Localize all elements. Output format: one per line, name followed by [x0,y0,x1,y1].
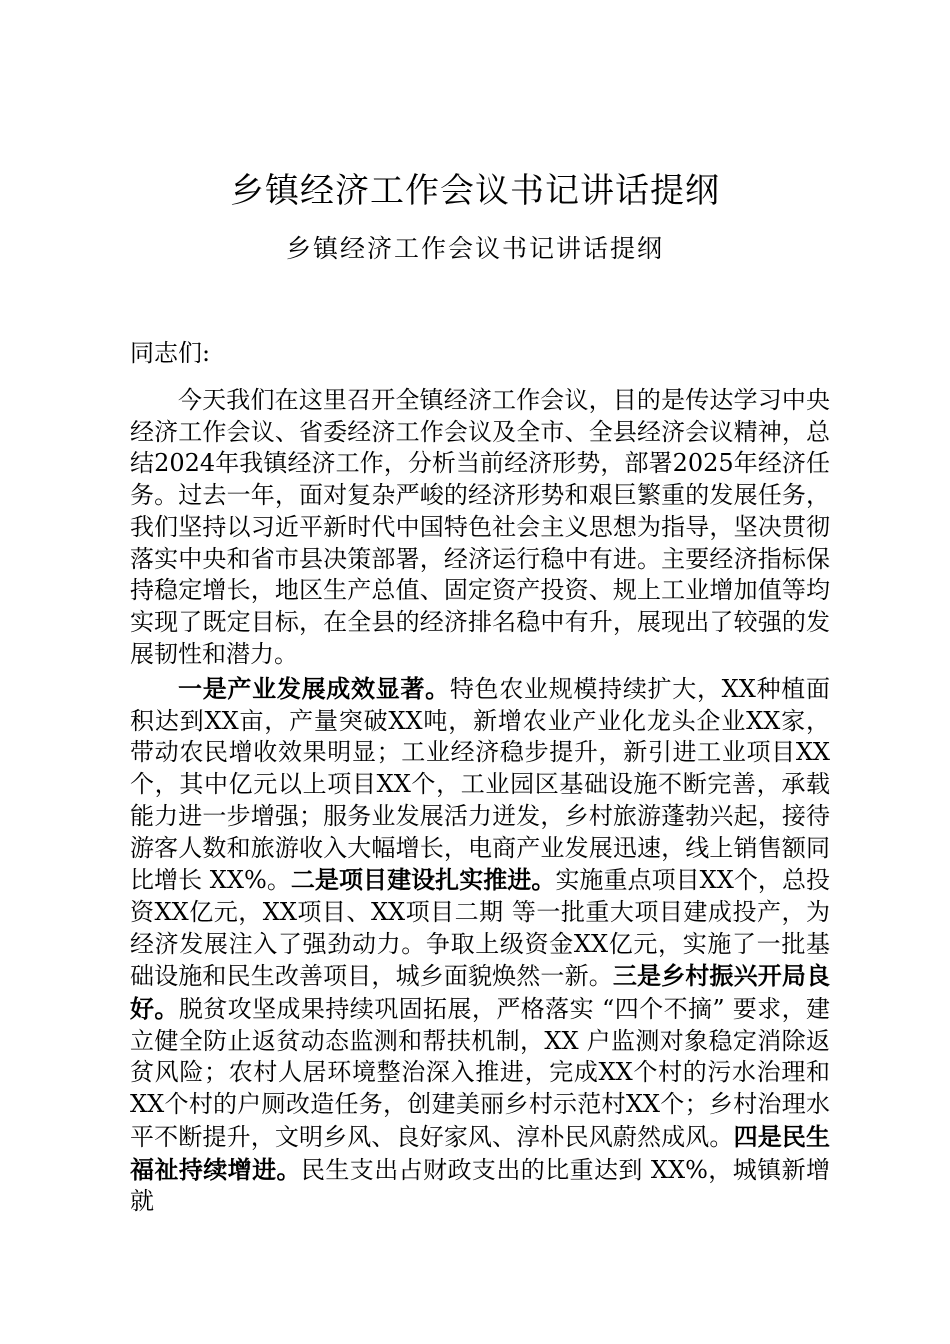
heading-projects: 二是项目建设扎实推进。 [290,865,556,895]
salutation: 同志们: [130,339,211,367]
heading-livelihood: 四是民生福祉持续增进。 [130,1121,831,1184]
paragraph-achievements [130,673,830,1218]
heading-rural: 三是乡村振兴开局良好。 [130,961,831,1024]
document-subtitle: 乡镇经济工作会议书记讲话提纲 [285,234,664,263]
text-rural: 脱贫攻坚成果持续巩固拓展，严格落实 “四个不摘” 要求，建立健全防止返贫动态监测和帮扶机制，XX 户监测对象稳定消除返贫风险；农村人居环境整治深入推进，完成XX个村的污水治理和XX个村的户厕改造任务，创建美丽乡村示范村XX个；乡村治理水平不断提升，文明乡风、良好家风、淳朴民风蔚然成风。 [130,995,831,1151]
text-projects: 实施重点项目XX个，总投资XX亿元，XX项目、XX项目二期 等一批重大项目建成投产，为经济发展注入了强劲动力。争取上级资金XX亿元，实施了一批基础设施和民生改善项目，城乡面貌焕然一新。 [130,866,831,991]
document-title: 乡镇经济工作会议书记讲话提纲 [230,171,720,211]
heading-industry: 一是产业发展成效显著。 [178,674,450,703]
paragraph-intro: 今天我们在这里召开全镇经济工作会议，目的是传达学习中央经济工作会议、省委经济工作会议及全市、全县经济会议精神，总结2024年我镇经济工作，分析当前经济形势，部署2025年经济任务。过去一年，面对复杂严峻的经济形势和艰巨繁重的发展任务，我们坚持以习近平新时代中国特色社会主义思想为指导，坚决贯彻落实中央和省市县决策部署，经济运行稳中有进。主要经济指标保持稳定增长，地区生产总值、固定资产投资、规上工业增加值等均实现了既定目标，在全县的经济排名稳中有升，展现出了较强的发展韧性和潜力。 [130,386,830,668]
text-industry: 特色农业规模持续扩大，XX种植面积达到XX亩，产量突破XX吨，新增农业产业化龙头企业XX家，带动农民增收效果明显；工业经济稳步提升，新引进工业项目XX个，其中亿元以上项目XX个，工业园区基础设施不断完善，承载能力进一步增强；服务业发展活力迸发，乡村旅游蓬勃兴起，接待游客人数和旅游收入大幅增长，电商产业发展迅速，线上销售额同比增长 XX%。 [130,675,830,895]
text-livelihood: 民生支出占财政支出的比重达到 XX%，城镇新增就 [130,1155,830,1216]
